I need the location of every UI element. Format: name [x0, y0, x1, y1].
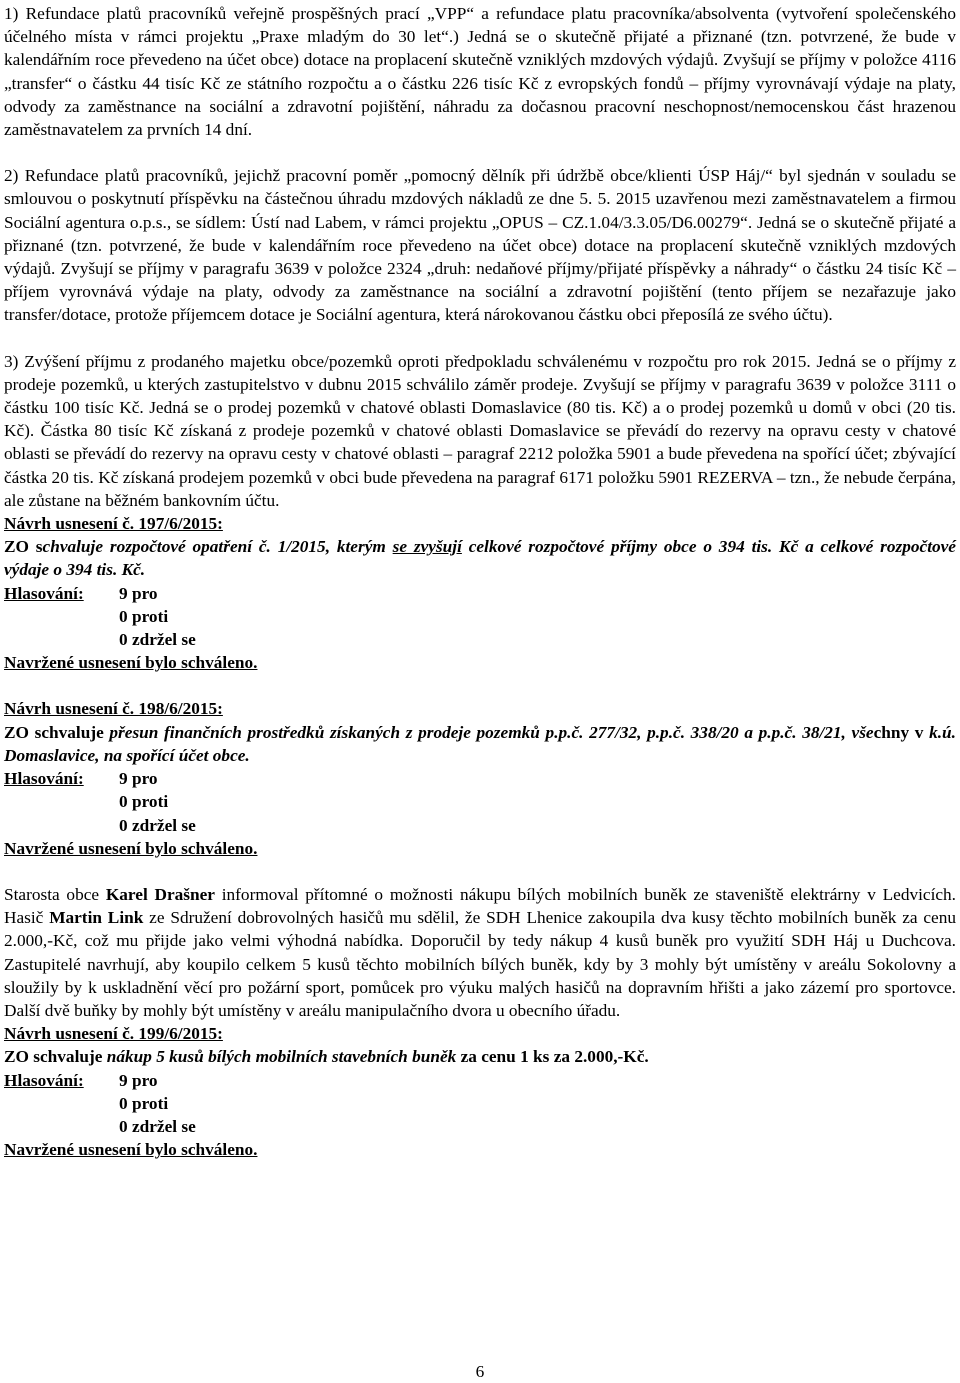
vote-row	[4, 582, 956, 605]
vote-row	[4, 1069, 956, 1092]
resolution-199	[4, 1022, 956, 1161]
vote-zdrzel: 0 zdržel se	[119, 1116, 196, 1136]
vote-label: Hlasování:	[4, 1070, 84, 1090]
vote-proti: 0 proti	[119, 1093, 169, 1113]
resolution-text: ZO schvaluje nákup 5 kusů bílých mobilních stavebních buněk za cenu 1 ks za 2.000,-Kč.	[4, 1047, 649, 1067]
person-name: Martin Link	[49, 908, 144, 928]
resolution-text: ZO schvaluje přesun finančních prostředků získaných z prodeje pozemků p.p.č. 277/32, p.p.č. 338/20 a p.p.č. 38/21, všechny v k.ú. Domaslavice, na spořící účet obce.	[4, 722, 956, 765]
paragraph-mobile-cells: Starosta obce Karel Drašner informoval přítomné o možnosti nákupu bílých mobilních buněk ze staveniště elektrárny v Ledvicích. Hasič Martin Link ze Sdružení dobrovolných hasičů mu sdělil, že SDH Lhenice zakoupila dva kusy těchto mobilních buněk za cenu 2.000,-Kč, což mu přijde jako velmi výhodná nabídka. Doporučil by tedy nákup 4 kusů buněk pro využití SDH Háj u Duchcova. Zastupitelé navrhují, aby koupilo celkem 5 kusů těchto mobilních bílých buněk, kdy by 3 mohly být umístěny v areálu Sokolovny a sloužily by k uskladnění věcí pro požární sport, pomůcek pro výuku malých hasičů na dopravním hřišti a jako zázemí pro sportovce. Další dvě buňky by mohly být umístěny v areálu manipulačního dvora u obecního úřadu.	[4, 884, 957, 1020]
resolution-title: Návrh usnesení č. 198/6/2015:	[4, 699, 223, 719]
vote-row	[4, 767, 956, 790]
resolution-197	[4, 512, 956, 674]
paragraph-land-sale: 3) Zvýšení příjmu z prodaného majetku obce/pozemků oproti předpokladu schválenému v rozpočtu pro rok 2015. Jedná se o příjmy z prodeje pozemků, u kterých zastupitelstvo v dubnu 2015 schválilo záměr prodeje. Zvyšují se příjmy v paragrafu 3639 v položce 3111 o částku 100 tisíc Kč. Jedná se o prodej pozemků v chatové oblasti Domaslavice (80 tis. Kč) a o prodej pozemků u domů v obci (20 tis. Kč). Částka 80 tisíc Kč získaná z prodeje pozemků v chatové oblasti Domaslavice se převádí do rezervy na opravu cesty v chatové oblasti se převádí do rezervy na opravu cesty v chatové oblasti – paragraf 2212 položka 5901 a bude převedena na spořící účet; zbývající částka 20 tis. Kč získaná prodejem pozemků v obci bude převedena na paragraf 6171 položku 5901 REZERVA – tzn., že nebude čerpána, ale zůstane na běžném bankovním účtu.	[4, 351, 956, 510]
resolution-title: Návrh usnesení č. 199/6/2015:	[4, 1024, 223, 1044]
vote-pro: 9 pro	[119, 1070, 158, 1090]
person-name: Karel Drašner	[105, 884, 215, 904]
vote-pro: 9 pro	[119, 583, 158, 603]
resolution-text: ZO schvaluje rozpočtové opatření č. 1/2015, kterým se zvyšují celkové rozpočtové příjmy obce o 394 tis. Kč a celkové rozpočtové výdaje o 394 tis. Kč.	[4, 537, 956, 580]
vote-zdrzel: 0 zdržel se	[119, 815, 196, 835]
vote-result: Navržené usnesení bylo schváleno.	[4, 653, 258, 673]
paragraph-refund-vpp: 1) Refundace platů pracovníků veřejně prospěšných prací „VPP“ a refundace platu pracovníka/absolventa (vytvoření společenského účelného místa v rámci projektu „Praxe mladým do 30 let“.) Jedná se o skutečně přijaté a přiznané (tzn. potvrzené, že bude v kalendářním roce převedeno na účet obce) dotace na proplacení skutečně vzniklých mzdových výdajů. Zvyšují se příjmy v položce 4116 „transfer“ o částku 44 tisíc Kč ze státního rozpočtu a o částku 226 tisíc Kč z evropských fondů – příjmy vyrovnávají výdaje na platy, odvody za zaměstnance na sociální a zdravotní pojištění, náhradu za dočasnou pracovní neschopnost/nemocenskou část hrazenou zaměstnavatelem za prvních 14 dní.	[4, 4, 956, 140]
vote-label: Hlasování:	[4, 769, 84, 789]
vote-zdrzel: 0 zdržel se	[119, 630, 196, 650]
paragraph-refund-workers: 2) Refundace platů pracovníků, jejichž pracovní poměr „pomocný dělník při údržbě obce/klienti ÚSP Háj/“ byl sjednán v souladu se smlouvou o poskytnutí příspěvku na částečnou úhradu mzdových nákladů ze dne 5. 5. 2015 uzavřenou mezi zaměstnavatelem a firmou Sociální agentura o.p.s., se sídlem: Ústí nad Labem, v rámci projektu „OPUS – CZ.1.04/3.3.05/D6.00279“. Jedná se o skutečně přijaté a přiznané (tzn. potvrzené, že bude v kalendářním roce převedeno na účet obce) dotace na proplacení skutečně vzniklých mzdových výdajů. Zvyšují se příjmy v paragrafu 3639 v položce 2324 „druh: nedaňové příjmy/přijaté příspěvky a náhrady“ o částku 24 tisíc Kč – příjem vyrovnává výdaje na platy, odvody za zaměstnance na sociální a zdravotní pojištění (tento příjem se nezařazuje jako transfer/dotace, protože příjemcem dotace je Sociální agentura, která nárokovanou částku obci přeposílá ze svého účtu).	[4, 166, 956, 325]
resolution-title: Návrh usnesení č. 197/6/2015:	[4, 514, 223, 534]
resolution-198	[4, 697, 956, 859]
vote-proti: 0 proti	[119, 792, 169, 812]
vote-pro: 9 pro	[119, 769, 158, 789]
vote-label: Hlasování:	[4, 583, 84, 603]
vote-proti: 0 proti	[119, 606, 169, 626]
page-number: 6	[475, 1362, 485, 1381]
document-page	[4, 2, 956, 1161]
vote-result: Navržené usnesení bylo schváleno.	[4, 1140, 258, 1160]
vote-result: Navržené usnesení bylo schváleno.	[4, 838, 258, 858]
